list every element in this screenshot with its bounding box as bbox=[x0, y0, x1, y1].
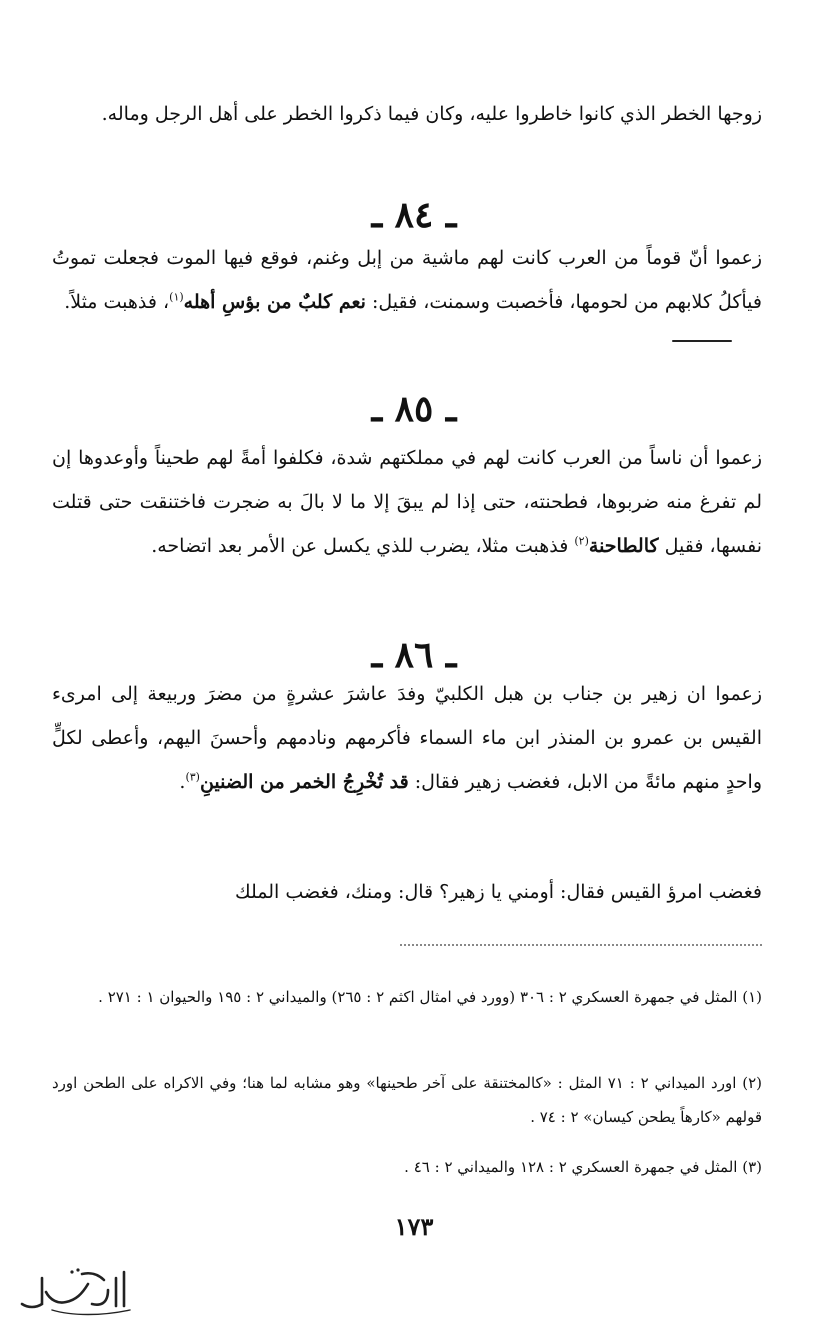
footnote-ref: (٣) bbox=[185, 770, 200, 784]
paragraph-continuation bbox=[52, 92, 762, 136]
footnote-ref: (٢) bbox=[574, 534, 589, 548]
paragraph-text: زعموا أنّ قوماً من العرب كانت لهم ماشية من إبل وغنم، فوقع فيها الموت فجعلت تموتُ فيأكلُ كلابهم من لحومها، فأخصبت وسمنت، فقيل: bbox=[52, 247, 762, 313]
paragraph-text: زعموا أن ناساً من العرب كانت لهم في مملكتهم شدة، فكلفوا أمةً لهم طحيناً وأوعدوها إن لم تفرغ منه ضربوها، فطحنته، حتى إذا لم يبقَ إلا ما لا بالَ به ضجرت فاختنقت حتى قتلت نفسها، فقيل bbox=[52, 447, 762, 557]
calligraphy-stamp-logo bbox=[12, 1264, 138, 1326]
footnote-separator bbox=[400, 944, 762, 946]
paragraph-text: ، فذهبت مثلاً. bbox=[64, 291, 170, 313]
proverb-text: قد تُخْرِجُ الخمر من الضنينِ bbox=[199, 771, 409, 793]
paragraph-85 bbox=[52, 436, 762, 568]
paragraph-text: . bbox=[179, 771, 186, 793]
footnote-3: (٣) المثل في جمهرة العسكري ٢ : ١٢٨ والميداني ٢ : ٤٦ . bbox=[404, 1158, 762, 1176]
paragraph-text: فغضب امرؤ القيس فقال: أومني يا زهير؟ قال: ومنك، فغضب الملك bbox=[234, 881, 762, 903]
section-heading-84: ـ ٨٤ ـ bbox=[371, 194, 457, 236]
page-number: ١٧٣ bbox=[394, 1212, 434, 1241]
section-heading-85: ـ ٨٥ ـ bbox=[371, 388, 457, 430]
footnote-ref: (١) bbox=[169, 290, 184, 304]
paragraph-text: فذهبت مثلا، يضرب للذي يكسل عن الأمر بعد اتضاحه. bbox=[151, 535, 575, 557]
footnote-2: (٢) اورد الميداني ٢ : ٧١ المثل : «كالمختنقة على آخر طحينها» وهو مشابه لما هنا؛ وفي الاكراه على الطحن اورد قولهم «كارهاً يطحن كيسان» ٢ : ٧٤ . bbox=[52, 1074, 762, 1126]
handwritten-underline bbox=[672, 340, 732, 342]
proverb-text: نعم كلبٌ من بؤسِ أهله bbox=[183, 291, 366, 313]
paragraph-text: زعموا ان زهير بن جناب بن هبل الكلبيّ وفدَ عاشرَ عشرةٍ من مضرَ وربيعة إلى امرىء القيس بن عمرو بن المنذر ابن ماء السماء فأكرمهم ونادمهم وأحسنَ اليهم، وأعطى لكلٍّ واحدٍ منهم مائةً من الابل، فغضب زهير فقال: bbox=[52, 683, 762, 793]
proverb-text: كالطاحنة bbox=[588, 535, 659, 557]
paragraph-84 bbox=[52, 236, 762, 324]
paragraph-86-continuation bbox=[52, 870, 762, 914]
section-heading-86: ـ ٨٦ ـ bbox=[371, 634, 457, 676]
paragraph-text: زوجها الخطر الذي كانوا خاطروا عليه، وكان فيما ذكروا الخطر على أهل الرجل وماله. bbox=[101, 103, 762, 125]
footnote-1: (١) المثل في جمهرة العسكري ٢ : ٣٠٦ (وورد في امثال اكثم ٢ : ٢٦٥) والميداني ٢ : ١٩٥ والحيوان ١ : ٢٧١ . bbox=[98, 988, 762, 1006]
paragraph-86 bbox=[52, 672, 762, 804]
